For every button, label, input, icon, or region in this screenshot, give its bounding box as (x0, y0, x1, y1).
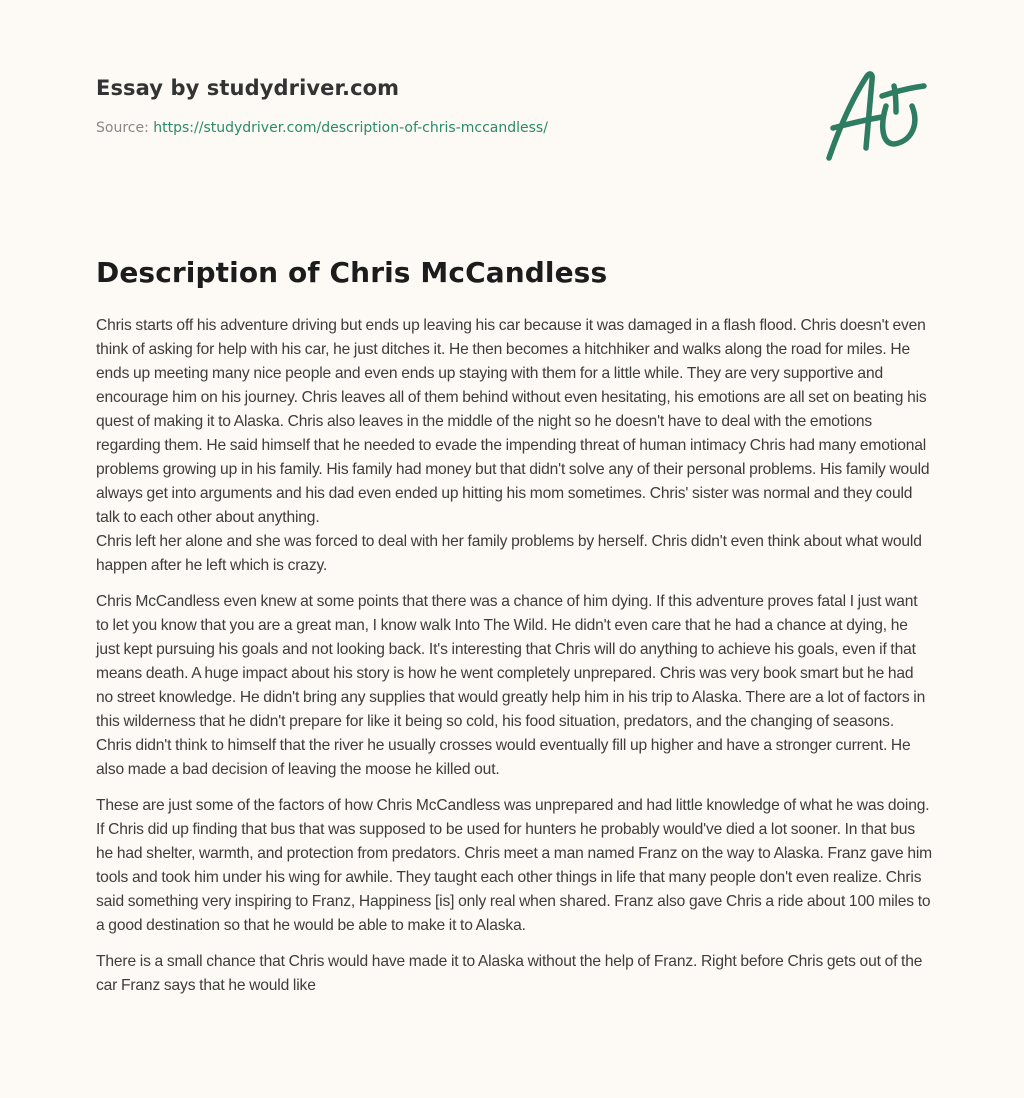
essay-paragraph: Chris left her alone and she was forced to deal with her family problems by herself. Chris didn't even think about what would happen after he left which is crazy. (96, 533, 922, 574)
essay-paragraph: Chris starts off his adventure driving but ends up leaving his car because it was damaged in a flash flood. Chris doesn't even think of asking for help with his car, he just ditches it. He then becomes a hitchhiker and walks along the road for miles. He ends up meeting many nice people and even ends up staying with them for a little while. They are very supportive and encourage him on his journey. Chris leaves all of them behind without even hesitating, his emotions are all set on beating his quest of making it to Alaska. Chris also leaves in the middle of the night so he doesn't have to deal with the emotions regarding them. He said himself that he needed to evade the impending threat of human intimacy Chris had many emotional problems growing up in his family. His family had money but that didn't solve any of their personal problems. His family would always get into arguments and his dad even ended up hitting his mom sometimes. Chris' sister was normal and they could talk to each other about anything. (96, 317, 930, 526)
page-header (96, 76, 548, 136)
a-plus-grade-icon (820, 62, 932, 168)
essay-title: Description of Chris McCandless (96, 256, 608, 289)
source-label: Source: (96, 120, 154, 136)
site-title: Essay by studydriver.com (96, 76, 400, 100)
source-line (96, 120, 548, 136)
essay-paragraph: These are just some of the factors of how Chris McCandless was unprepared and had little knowledge of what he was doing. If Chris did up finding that bus that was supposed to be used for hunters he probably would've died a lot sooner. In that bus he had shelter, warmth, and protection from predators. Chris meet a man named Franz on the way to Alaska. Franz gave him tools and took him under his wing for awhile. They taught each other things in life that many people don't even realize. Chris said something very inspiring to Franz, Happiness [is] only real when shared. Franz also gave Chris a ride about 100 miles to a good destination so that he would be able to make it to Alaska. (96, 797, 933, 934)
essay-body (96, 314, 932, 1010)
source-link[interactable]: https://studydriver.com/description-of-chris-mccandless/ (153, 120, 548, 136)
essay-paragraph: There is a small chance that Chris would have made it to Alaska without the help of Franz. Right before Chris gets out of the car Franz says that he would like (96, 953, 923, 994)
essay-paragraph: Chris McCandless even knew at some points that there was a chance of him dying. If this adventure proves fatal I just want to let you know that you are a great man, I know walk Into The Wild. He didn't even care that he had a chance at dying, he just kept pursuing his goals and not looking back. It's interesting that Chris will do anything to achieve his goals, even if that means death. A huge impact about his story is how he went completely unprepared. Chris was very book smart but he had no street knowledge. He didn't bring any supplies that would greatly help him in his trip to Alaska. There are a lot of factors in this wilderness that he didn't prepare for like it being so cold, his food situation, predators, and the changing of seasons. Chris didn't think to himself that the river he usually crosses would eventually fill up higher and have a stronger current. He also made a bad decision of leaving the moose he killed out. (96, 593, 926, 778)
